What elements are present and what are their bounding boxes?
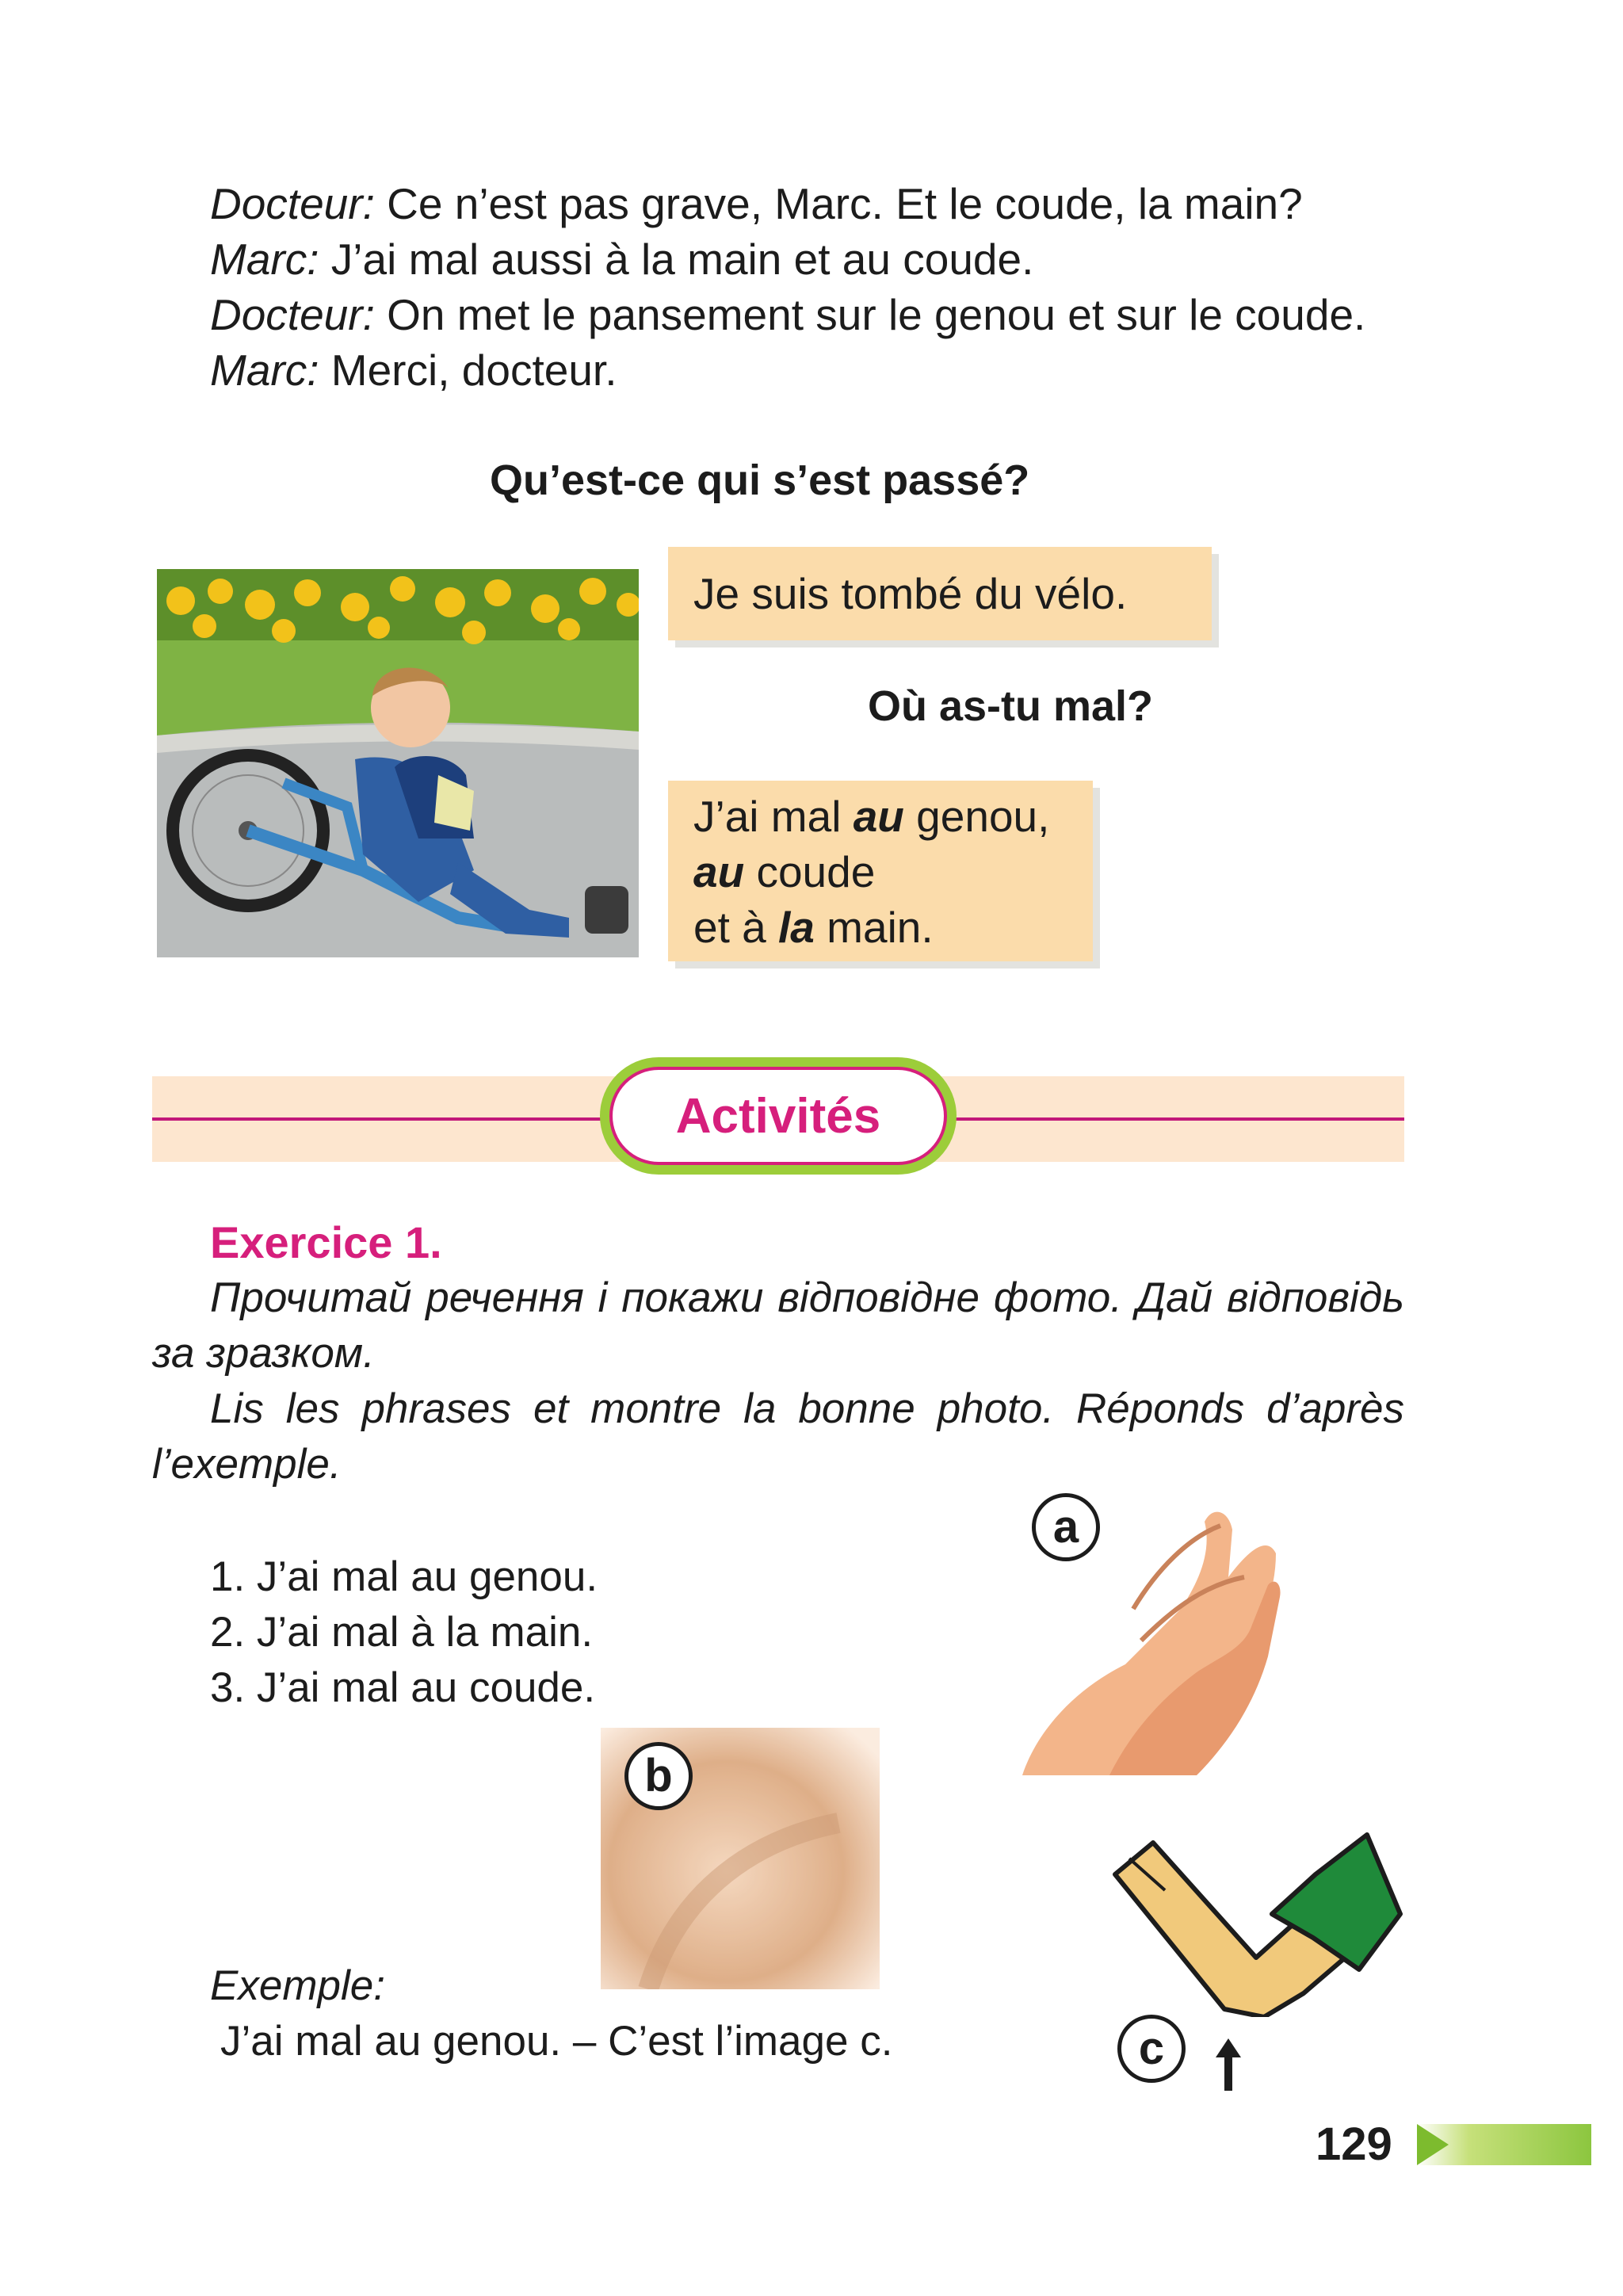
question-where-hurt: Où as-tu mal? (868, 682, 1154, 730)
page-arrow-icon (1417, 2124, 1449, 2165)
dialog-line (210, 287, 1446, 342)
example-label: Exemple: (210, 1962, 385, 2009)
text: et à (693, 903, 779, 952)
text: main. (814, 903, 934, 952)
list-item: 1. J’ai mal au genou. (210, 1553, 598, 1600)
answer-line (693, 900, 1067, 955)
answer-line (693, 789, 1067, 844)
speaker: Marc: (210, 235, 319, 284)
sentence-list (210, 1549, 598, 1716)
dialog-line (210, 342, 1446, 398)
text: J’ai mal (693, 792, 854, 841)
speaker: Docteur: (210, 290, 375, 339)
label-a: a (1052, 1501, 1079, 1553)
label-c: c (1138, 2023, 1165, 2074)
dialog (210, 176, 1446, 398)
instruction-fr (152, 1381, 1404, 1492)
emphasis: au (693, 847, 745, 896)
answer-bubble-fell (668, 547, 1212, 640)
list-item: 3. J’ai mal au coude. (210, 1664, 596, 1711)
arrow-up-icon (1212, 2037, 1244, 2092)
example-text: J’ai mal au genou. – C’est l’image c. (220, 2018, 893, 2065)
answer-line (693, 844, 1067, 900)
text: genou, (903, 792, 1050, 841)
dialog-line (210, 176, 1446, 231)
emphasis: au (853, 792, 904, 841)
dialog-text: On met le pansement sur le genou et sur le coude. (374, 290, 1366, 339)
dialog-text: Merci, docteur. (319, 346, 617, 395)
instruction-uk (152, 1270, 1404, 1381)
instruction-fr-text: Lis les phrases et montre la bonne photo. Réponds d’après l’exemple. (152, 1385, 1404, 1488)
text: coude (744, 847, 876, 896)
emphasis: la (778, 903, 815, 952)
answer-fell-text: Je suis tombé du vélo. (693, 569, 1128, 618)
label-a-icon (1032, 1493, 1100, 1561)
question-what-happened: Qu’est-ce qui s’est passé? (490, 457, 1030, 504)
dialog-text: Ce n’est pas grave, Marc. Et le coude, la main? (374, 179, 1303, 228)
label-b: b (644, 1750, 673, 1801)
page-number: 129 (1316, 2118, 1392, 2170)
list-item: 2. J’ai mal à la main. (210, 1609, 594, 1656)
dialog-text: J’ai mal aussi à la main et au coude. (319, 235, 1034, 284)
activites-pill (600, 1057, 957, 1175)
exercise-title: Exercice 1. (210, 1217, 442, 1267)
label-b-icon (624, 1742, 693, 1810)
speaker: Docteur: (210, 179, 375, 228)
instruction-uk-text: Прочитай речення і покажи відповідне фото. Дай відповідь за зразком. (152, 1274, 1404, 1377)
label-c-icon (1117, 2015, 1186, 2083)
boy-fallen-bike-photo (157, 569, 639, 957)
elbow-bandage-illustration (1106, 1827, 1407, 2017)
activites-label: Activités (609, 1067, 947, 1165)
answer-bubble-hurt (668, 781, 1093, 961)
dialog-line (210, 231, 1446, 287)
speaker: Marc: (210, 346, 319, 395)
